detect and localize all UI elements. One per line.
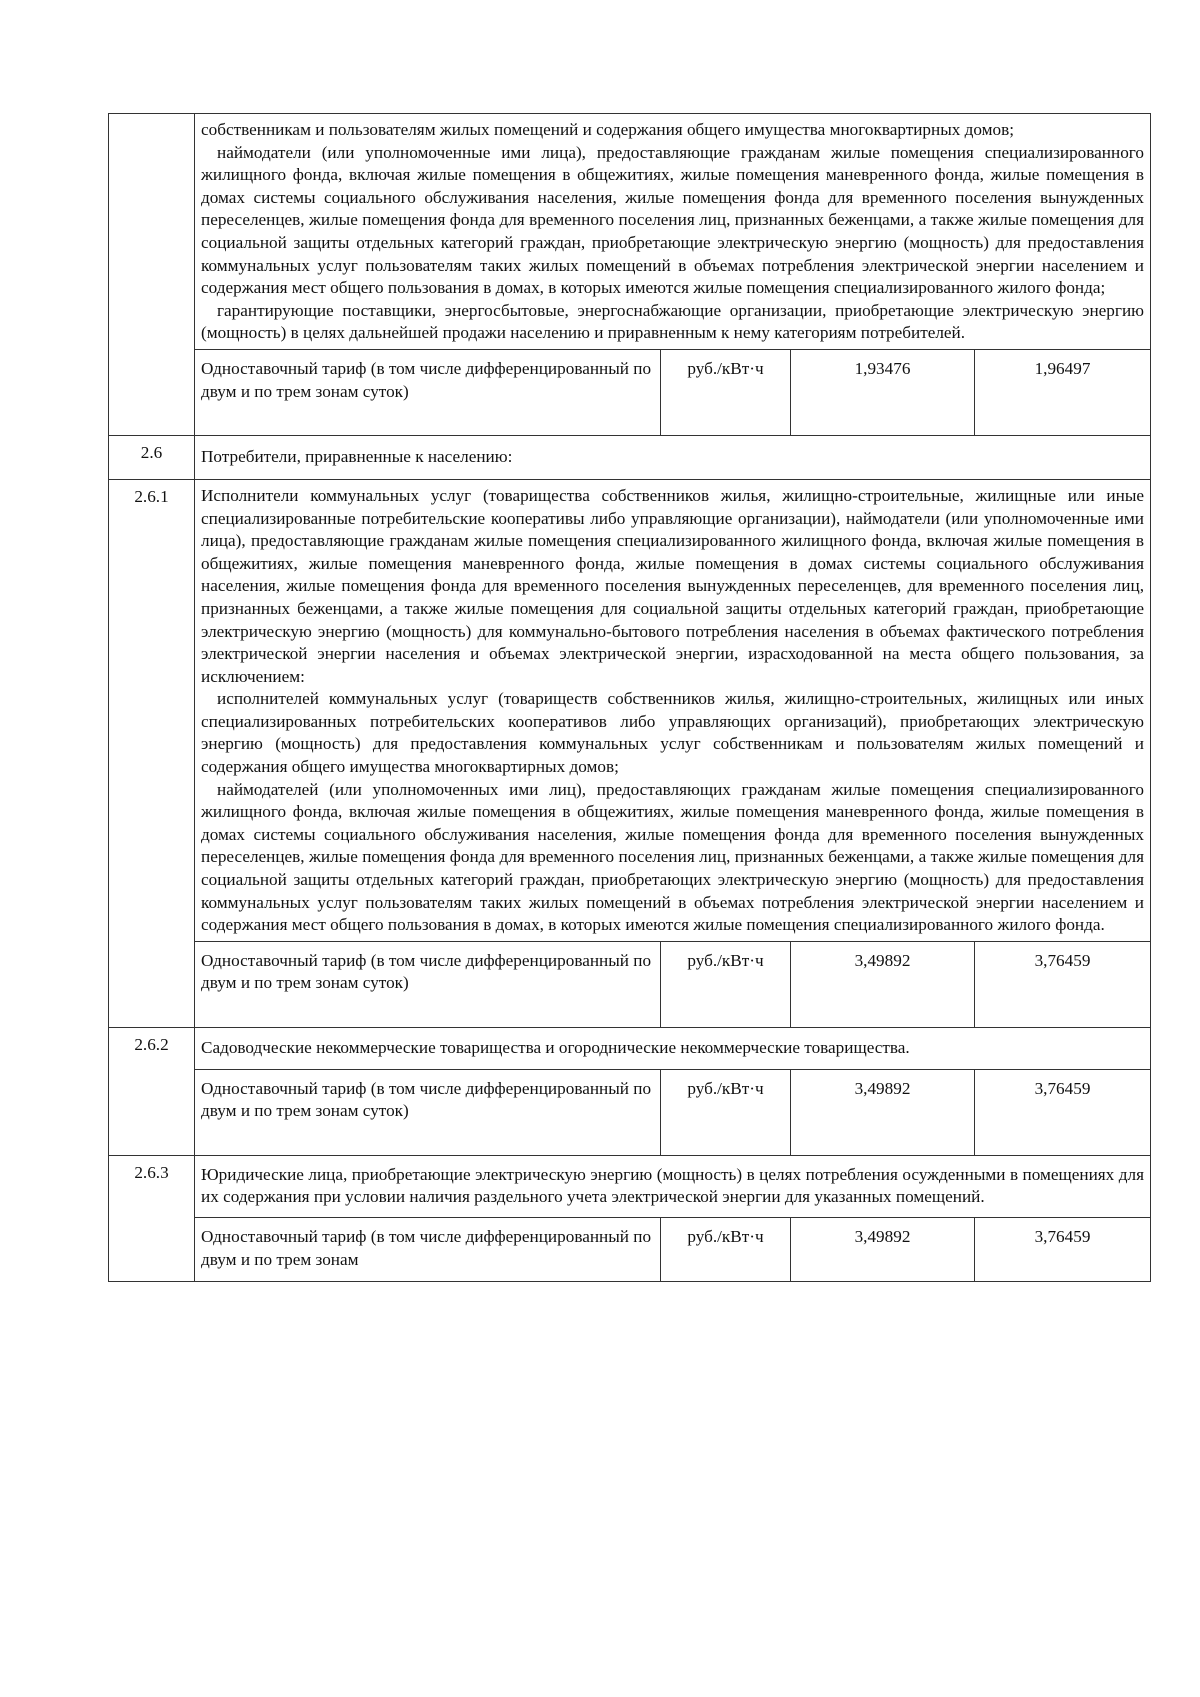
paragraph: наймодатели (или уполномоченные ими лица), предоставляющие гражданам жилые помещения специализированного жилищного фонда, включая жилые помещения в общежитиях, жилые помещения маневренного фонда, жилые помещения в домах системы социального обслуживания населения, жилые помещения фонда для временного поселения вынужденных переселенцев, жилые помещения фонда для временного поселения лиц, признанных беженцами, а также жилые помещения для социальной защиты отдельных категорий граждан, приобретающие электрическую энергию (мощность) для предоставления коммунальных услуг пользователям таких жилых помещений в объемах потребления электрической энергии населением и содержания мест общего пользования в домах, в которых имеются жилые помещения специализированного жилого фонда; xyxy=(201,142,1144,298)
description-cell xyxy=(195,114,1151,350)
table-row xyxy=(109,1155,1151,1217)
paragraph: гарантирующие поставщики, энергосбытовые, энергоснабжающие организации, приобретающие электрическую энергию (мощность) в целях дальнейшей продажи населению и приравненным к нему категориям потребителей. xyxy=(201,300,1144,343)
row-number: 2.6 xyxy=(109,435,195,479)
table-row xyxy=(109,479,1151,941)
tariff-value-2: 3,76459 xyxy=(975,941,1151,1027)
row-title: Потребители, приравненные к населению: xyxy=(195,435,1151,479)
tariff-row xyxy=(109,941,1151,1027)
tariff-unit: руб./кВт·ч xyxy=(661,349,791,435)
tariff-value-1: 3,49892 xyxy=(791,1218,975,1282)
tariff-row xyxy=(109,1069,1151,1155)
tariff-row xyxy=(109,1218,1151,1282)
description-cell xyxy=(195,1155,1151,1217)
tariff-label: Одноставочный тариф (в том числе дифференцированный по двум и по трем зонам суток) xyxy=(195,941,661,1027)
tariff-unit: руб./кВт·ч xyxy=(661,941,791,1027)
tariff-value-2: 3,76459 xyxy=(975,1218,1151,1282)
tariff-value-2: 1,96497 xyxy=(975,349,1151,435)
paragraph: наймодателей (или уполномоченных ими лиц), предоставляющих гражданам жилые помещения специализированного жилищного фонда, включая жилые помещения в общежитиях, жилые помещения маневренного фонда, жилые помещения в домах системы социального обслуживания населения, жилые помещения фонда для временного поселения вынужденных переселенцев, жилые помещения фонда для временного поселения лиц, признанных беженцами, а также жилые помещения для социальной защиты отдельных категорий граждан, приобретающих электрическую энергию (мощность) для предоставления коммунальных услуг пользователям таких жилых помещений в объемах потребления электрической энергии населением и содержания мест общего пользования в домах, в которых имеются жилые помещения специализированного жилого фонда. xyxy=(201,779,1144,935)
tariff-label: Одноставочный тариф (в том числе дифференцированный по двум и по трем зонам суток) xyxy=(195,1069,661,1155)
row-title: Юридические лица, приобретающие электрическую энергию (мощность) в целях потребления осужденными в помещениях для их содержания при условии наличия раздельного учета электрической энергии для указанных помещений. xyxy=(201,1164,1144,1207)
tariff-value-1: 3,49892 xyxy=(791,941,975,1027)
tariff-label: Одноставочный тариф (в том числе дифференцированный по двум и по трем зонам суток) xyxy=(195,349,661,435)
tariff-table xyxy=(108,113,1151,1282)
paragraph: Исполнители коммунальных услуг (товарищества собственников жилья, жилищно-строительные, жилищные или иные специализированные потребительские кооперативы либо управляющие организации), наймодатели (или уполномоченные ими лица), предоставляющие гражданам жилые помещения специализированного жилищного фонда, включая жилые помещения в общежитиях, жилые помещения маневренного фонда, жилые помещения в домах системы социального обслуживания населения, жилые помещения фонда для временного поселения вынужденных переселенцев, для временного поселения лиц, признанных беженцами, а также жилые помещения для социальной защиты отдельных категорий граждан, приобретающие электрическую энергию (мощность) для коммунально-бытового потребления населения в объемах фактического потребления электрической энергии населения и объемах электрической энергии, израсходованной на места общего пользования, за исключением: xyxy=(201,485,1144,686)
tariff-value-1: 3,49892 xyxy=(791,1069,975,1155)
tariff-value-2: 3,76459 xyxy=(975,1069,1151,1155)
table-row xyxy=(109,114,1151,350)
tariff-label: Одноставочный тариф (в том числе дифференцированный по двум и по трем зонам xyxy=(195,1218,661,1282)
paragraph: исполнителей коммунальных услуг (товариществ собственников жилья, жилищно-строительных, жилищных или иных специализированных потребительских кооперативов либо управляющих организаций), приобретающих электрическую энергию (мощность) для предоставления коммунальных услуг собственникам и пользователям жилых помещений и содержания общего имущества многоквартирных домов; xyxy=(201,689,1144,777)
tariff-value-1: 1,93476 xyxy=(791,349,975,435)
row-number: 2.6.1 xyxy=(109,479,195,1027)
table-row xyxy=(109,1027,1151,1069)
row-number: 2.6.3 xyxy=(109,1155,195,1281)
description-cell xyxy=(195,479,1151,941)
tariff-row xyxy=(109,349,1151,435)
row-number: 2.6.2 xyxy=(109,1027,195,1155)
paragraph: собственникам и пользователям жилых помещений и содержания общего имущества многоквартирных домов; xyxy=(201,120,1015,139)
row-title: Садоводческие некоммерческие товарищества и огороднические некоммерческие товарищества. xyxy=(195,1027,1151,1069)
tariff-unit: руб./кВт·ч xyxy=(661,1069,791,1155)
row-number-cell xyxy=(109,114,195,436)
table-row xyxy=(109,435,1151,479)
tariff-unit: руб./кВт·ч xyxy=(661,1218,791,1282)
